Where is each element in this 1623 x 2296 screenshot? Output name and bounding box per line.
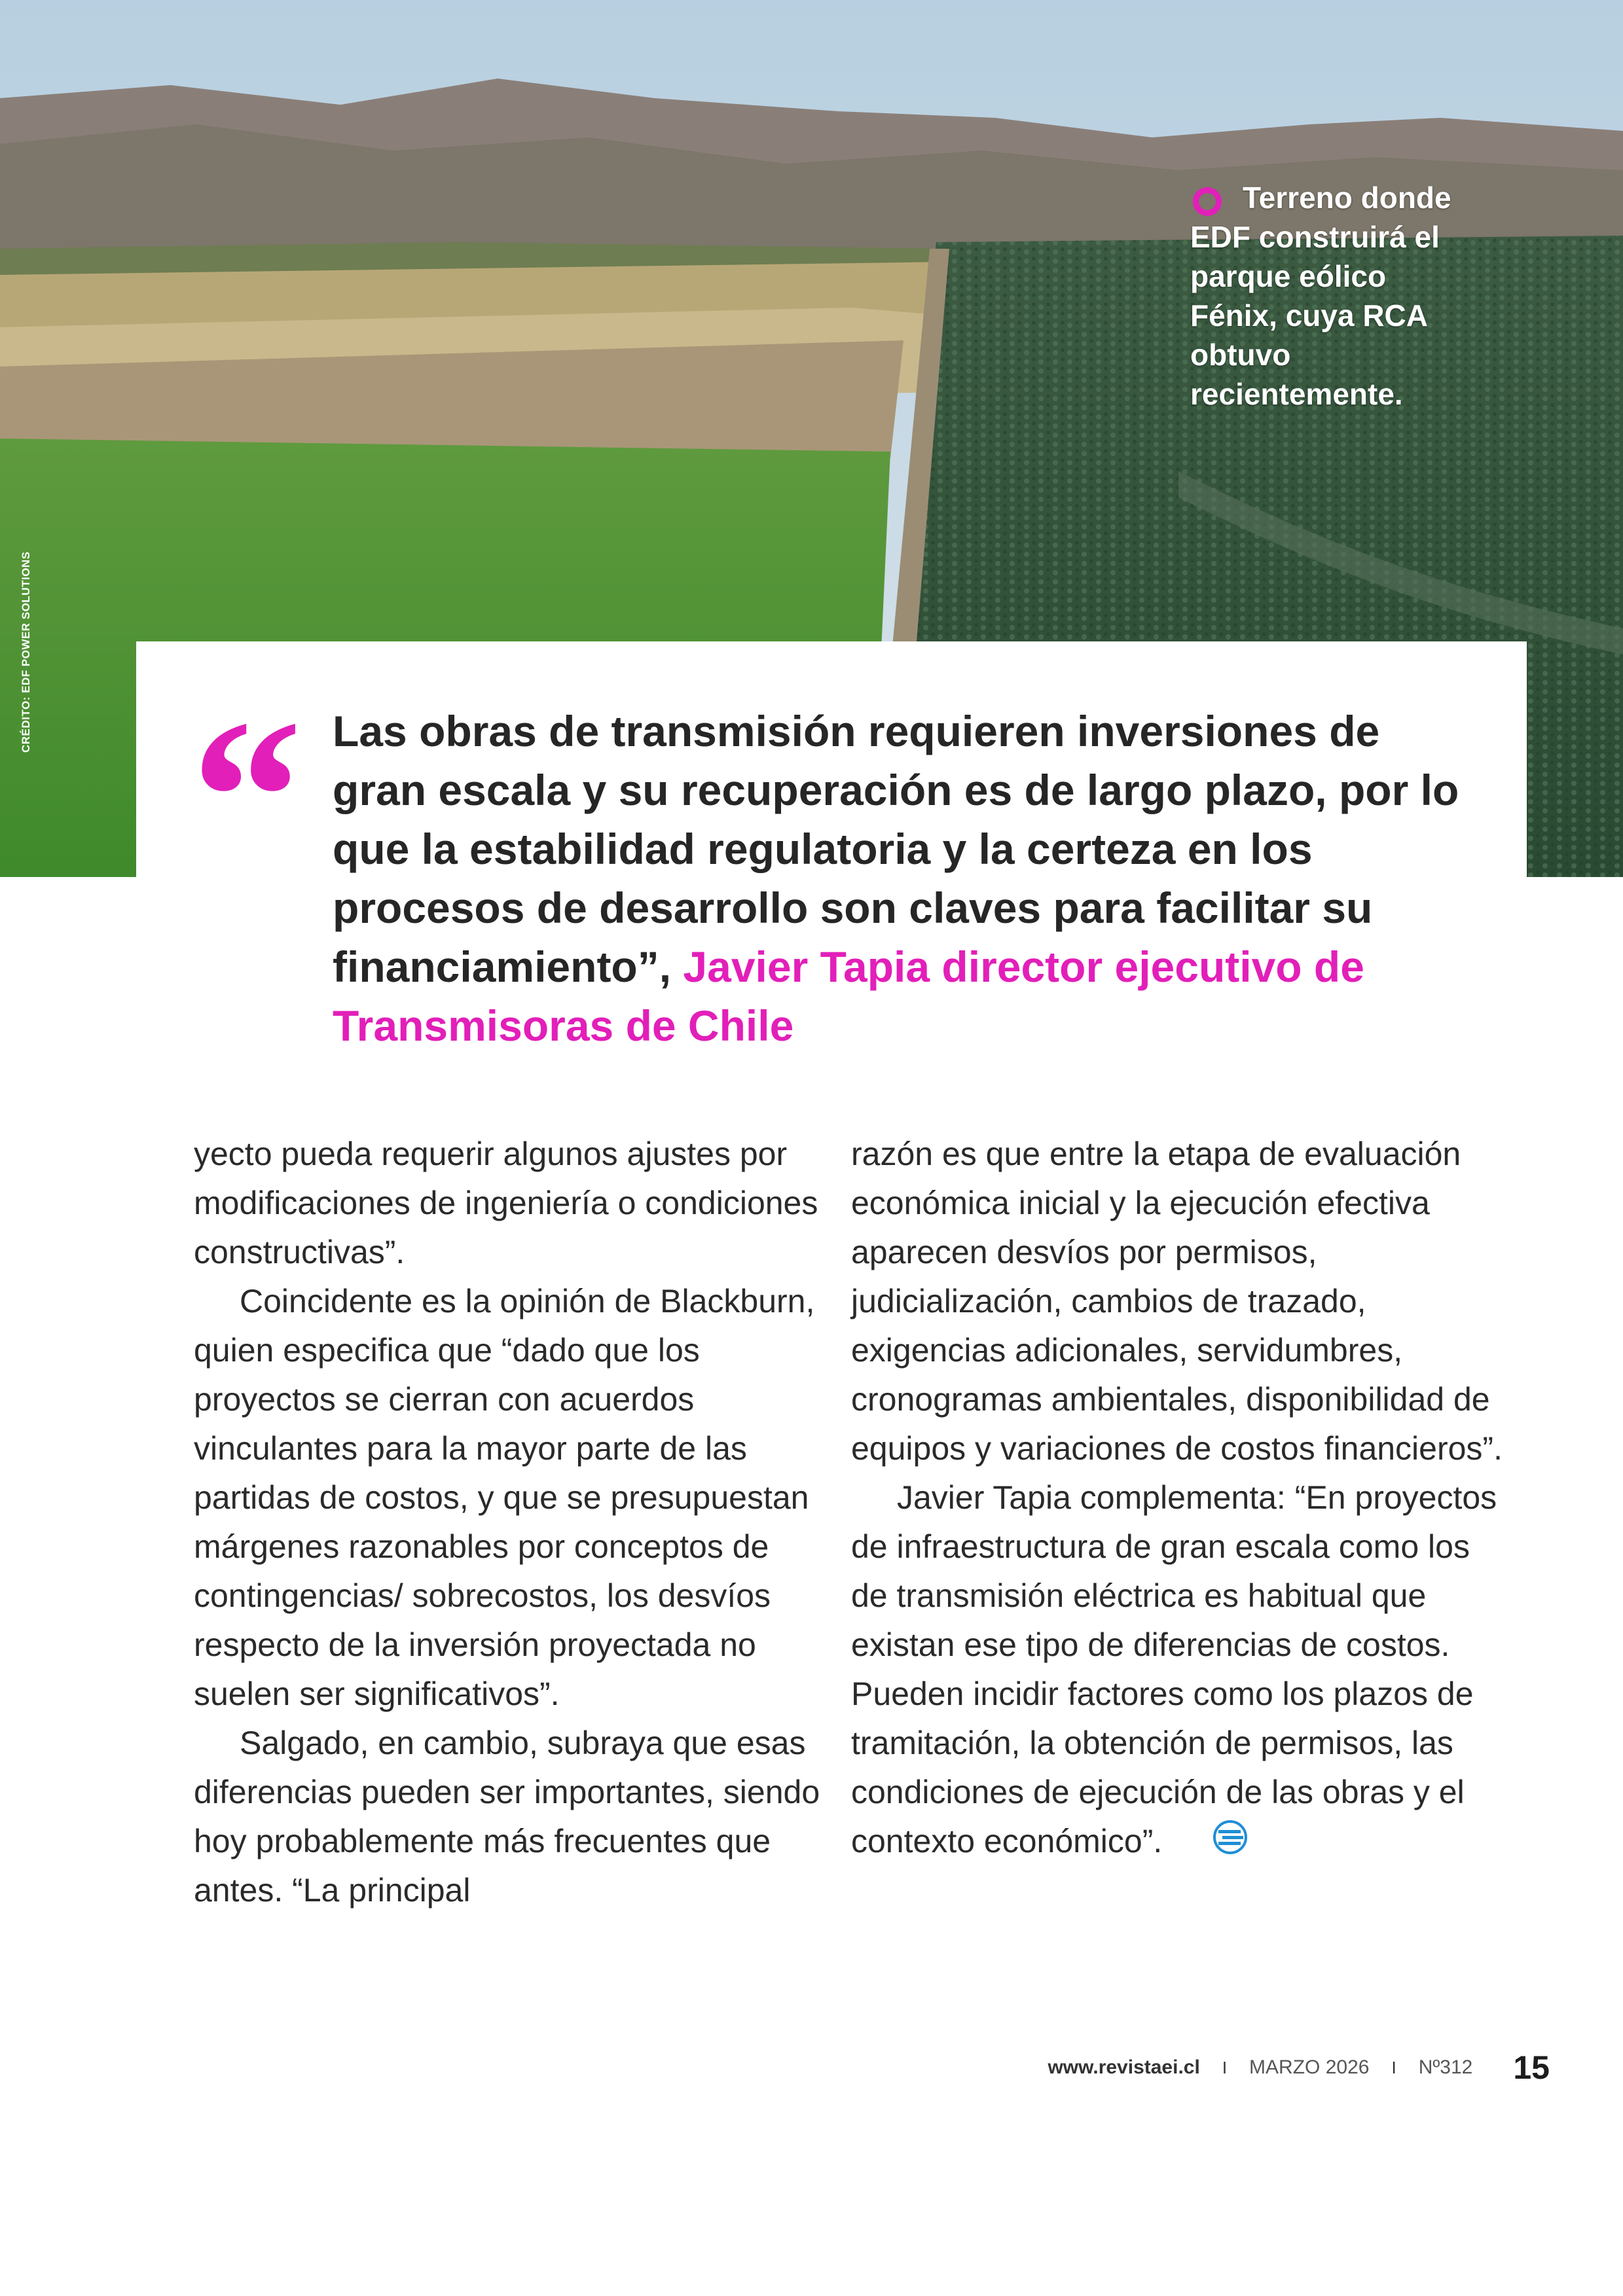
page-number: 15 [1513, 2049, 1550, 2086]
paragraph: yecto pueda requerir algunos ajustes por modificaciones de ingeniería o condiciones constructivas”. [194, 1136, 818, 1270]
footer-issue: Nº312 [1418, 2056, 1473, 2078]
article-column-2 [851, 1130, 1506, 1868]
pull-quote-text: Las obras de transmisión requieren inversiones de gran escala y su recuperación es de largo plazo, por lo que la estabilidad regulatoria y la certeza en los procesos de desarrollo son claves para facilitar su financiamiento”, [333, 707, 1459, 991]
page-footer [1048, 2049, 1550, 2087]
photo-caption: Terreno donde EDF construirá el parque eólico Fénix, cuya RCA obtuvo recientemente. [1190, 181, 1451, 411]
pull-quote-author: Javier Tapia director ejecutivo de Transmisoras de Chile [333, 942, 1364, 1050]
paragraph-text: Javier Tapia complementa: “En proyectos de infraestructura de gran escala como los de transmisión eléctrica es habitual que existan ese tipo de diferencias de costos. Pueden incidir factores como los plazos de tramitación, la obtención de permisos, las condiciones de ejecución de las obras y el contexto económico”. [851, 1479, 1497, 1859]
footer-website: www.revistaei.cl [1048, 2056, 1200, 2078]
quote-mark-icon: “ [191, 673, 302, 920]
photo-credit: CRÉDITO: EDF POWER SOLUTIONS [20, 551, 32, 753]
footer-month: MARZO 2026 [1249, 2056, 1370, 2078]
footer-separator: I [1222, 2057, 1228, 2077]
footer-separator: I [1391, 2057, 1396, 2077]
magazine-end-icon [1167, 1819, 1247, 1868]
article-column-1 [194, 1130, 848, 1915]
paragraph: Salgado, en cambio, subraya que esas diferencias pueden ser importantes, siendo hoy probablemente más frecuentes que antes. “La principal [194, 1725, 820, 1909]
paragraph: razón es que entre la etapa de evaluación económica inicial y la ejecución efectiva aparecen desvíos por permisos, judicialización, cambios de trazado, exigencias adicionales, servidumbres, cronogramas ambientales, disponibilidad de equipos y variaciones de costos financieros”. [851, 1136, 1503, 1467]
paragraph: Coincidente es la opinión de Blackburn, quien especifica que “dado que los proyectos se cierran con acuerdos vinculantes para la mayor parte de las partidas de costos, y que se presupuestan márgenes razonables por conceptos de contingencias/ sobrecostos, los desvíos respecto de la inversión proyectada no suelen ser significativos”. [194, 1283, 815, 1712]
pull-quote [333, 702, 1485, 1055]
paragraph-last [851, 1473, 1506, 1868]
